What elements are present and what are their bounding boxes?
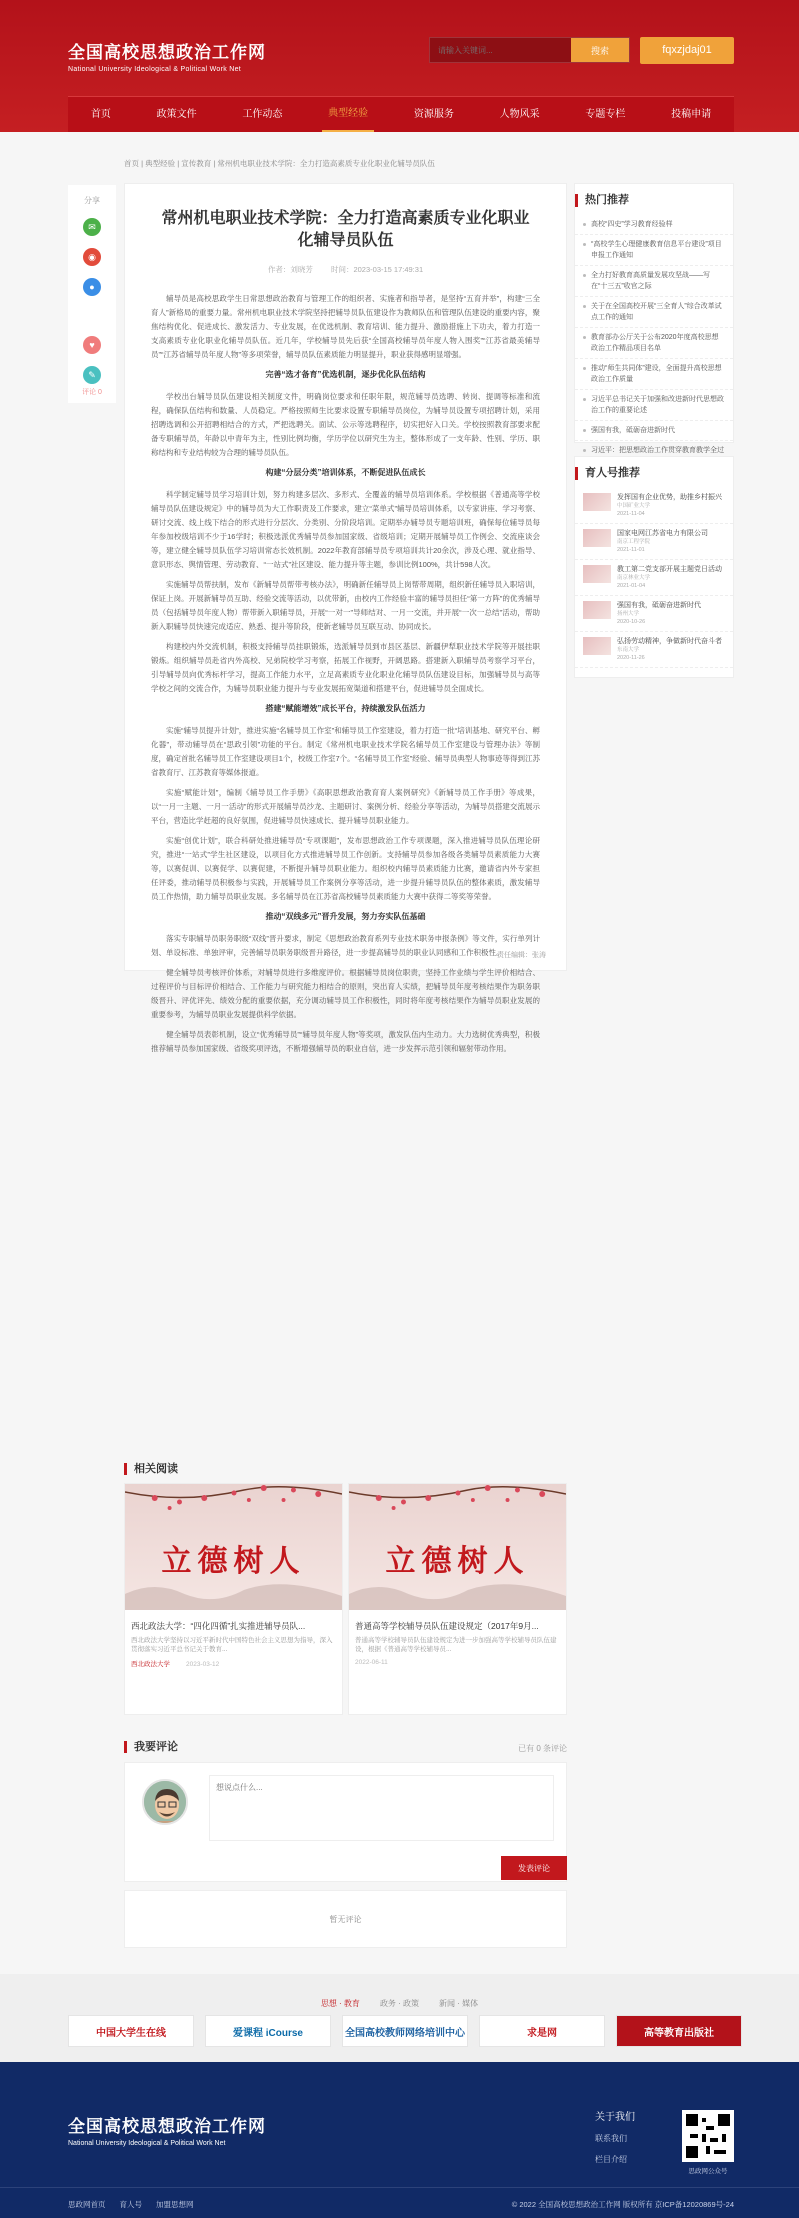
picks-title: 育人号推荐 [575, 467, 733, 480]
article-author: 作者：刘晓芳 [267, 265, 313, 274]
avatar-face-icon [144, 1781, 188, 1825]
article-title: 常州机电职业技术学院：全力打造高素质专业化职业化辅导员队伍 [161, 210, 530, 249]
pick-thumbnail [583, 637, 611, 655]
nav-item[interactable]: 资源服务 [413, 108, 454, 120]
footer-logo-cn: 全国高校思想政治工作网 [68, 2117, 266, 2137]
search-input[interactable] [430, 38, 571, 62]
about-title: 关于我们 [595, 2112, 635, 2123]
paragraph: 辅导员是高校思政学生日常思想政治教育与管理工作的组织者、实施者和指导者，是坚持“五育并举”，构建“三全育人”新格局的重要力量。常州机电职业技术学院坚持把辅导员队伍建设作为教师队伍和管理队伍建设的重要内容，聚焦结构优化、促进成长、激发活力、专业发展，在优选机制、教育培训、能力提升、激励措施上下功夫，着力打造一支高素质专业化职业化辅导员队伍。近几年，学校辅导员先后获“全国高校辅导员年度人物入围奖”“江苏省最美辅导员”“江苏省辅导员年度人物”等多项荣誉，辅导员队伍素质能力明显提升，职业获得感明显增强。 [151, 294, 540, 359]
hot-item[interactable]: 习近平总书记关于加强和改进新时代思想政治工作的重要论述 [575, 390, 733, 421]
hot-item[interactable]: 推动“师生共同体”建设，全面提升高校思想政治工作质量 [575, 359, 733, 390]
pick-date: 2021-01-04 [617, 583, 646, 589]
related-card-meta [355, 1659, 560, 1666]
friend-links [0, 1974, 799, 2062]
comment-form [124, 1762, 567, 1882]
pick-title: 弘扬劳动精神，争做新时代奋斗者 [617, 638, 722, 645]
footer-link[interactable]: 育人号 [119, 2200, 142, 2209]
partner-logo[interactable]: 高等教育出版社 [616, 2015, 742, 2047]
footer-bar [0, 2187, 799, 2218]
related-card-desc: 西北政法大学坚持以习近平新时代中国特色社会主义思想为指导，深入贯彻落实习近平总书记关于教育... [131, 1637, 333, 1653]
nav-item[interactable]: 投稿申请 [671, 108, 712, 120]
nav-item[interactable]: 人物风采 [499, 108, 540, 120]
pick-text [617, 637, 722, 662]
related-card-slogan: 立德树人 [161, 1544, 306, 1579]
pick-text [617, 529, 708, 554]
comments-title: 我要评论 [124, 1741, 178, 1753]
pick-title: 国家电网江苏省电力有限公司 [617, 530, 708, 537]
search-button[interactable]: 搜索 [571, 38, 629, 62]
thumbs-up-icon[interactable]: ♥ [83, 336, 101, 354]
pick-text [617, 565, 722, 590]
article [124, 183, 567, 1053]
section-heading: 构建“分层分类”培训体系，不断促进队伍成长 [265, 468, 426, 477]
user-account-button[interactable]: fqxzjdaj01 [640, 37, 734, 64]
hot-item[interactable]: 全力打好教育高质量发展攻坚战——写在“十三五”收官之际 [575, 266, 733, 297]
pick-thumbnail [583, 565, 611, 583]
comment-count: 评论 0 [82, 389, 102, 396]
pick-source: 扬州大学 [617, 611, 640, 617]
pick-source: 中国矿业大学 [617, 503, 651, 509]
qr-caption: 思政网公众号 [688, 2168, 728, 2175]
nav-item[interactable]: 工作动态 [242, 108, 283, 120]
hot-item[interactable]: 习近平：把思想政治工作贯穿教育教学全过 [575, 441, 733, 472]
picks-panel [574, 456, 734, 678]
related-card-image [349, 1484, 566, 1610]
pick-source: 南京工程学院 [617, 539, 651, 545]
paragraph: 构建校内外交流机制，积极支持辅导员挂职锻炼，选派辅导员到市县区基层、新疆伊犁职业技术学院等开展挂职锻炼。组织辅导员赴省内外高校、兄弟院校学习考察，拓展工作视野，开阔思路。搭建新入职辅导员考察学习平台，引导辅导员向优秀标杆学习，提高工作能力水平，立足高素质专业化职业化辅导员队伍建设目标，加强辅导员与高等学校之间的交流合作，为辅导员职业能力提升与专业发展拓宽渠道和搭建平台，促进辅导员全面成长。 [151, 642, 540, 693]
pick-item[interactable] [575, 524, 733, 560]
paragraph: 实施辅导员帮扶制，发布《新辅导员帮带考核办法》，明确新任辅导员上岗帮带周期，组织新任辅导员入职培训，保证上岗。开展新辅导员互助、经验交流等活动，以优带新，由校内工作经验丰富的辅导员担任“第一方阵”的优秀辅导员（包括辅导员年度人物）帮带新入职辅导员，开展“一对一”导师结对、一月一交流，并开展“一次一总结”活动，帮助新入职辅导员快速完成适应、熟悉、提升等阶段，使新老辅导员互联互动、协同成长。 [151, 580, 540, 631]
related-card-source: 西北政法大学 [131, 1661, 170, 1668]
pick-date: 2021-11-01 [617, 547, 645, 553]
comments-header [124, 1741, 567, 1755]
hot-item[interactable]: 关于在全国高校开展“三全育人”综合改革试点工作的通知 [575, 297, 733, 328]
hot-recommend-title: 热门推荐 [575, 194, 733, 207]
weibo-icon[interactable]: ◉ [83, 248, 101, 266]
article-body [151, 292, 540, 1056]
hot-list [575, 215, 733, 472]
link-tabs [0, 1998, 799, 2009]
hot-recommend-panel [574, 183, 734, 454]
related-card-meta [131, 1659, 336, 1668]
mountain-ink-icon [125, 1572, 342, 1610]
empty-comments: 暂无评论 [124, 1890, 567, 1948]
partner-logo[interactable]: 求是网 [479, 2015, 605, 2047]
pick-thumbnail [583, 601, 611, 619]
paragraph: 科学制定辅导员学习培训计划，努力构建多层次、多形式、全覆盖的辅导员培训体系。学校根据《普通高等学校辅导员队伍建设规定》中的辅导员为大工作职责及工作要求，建立“菜单式”辅导员培训体系，以专家讲座、学习考察、研讨交流、线上线下结合的形式进行分层次、分类别、分阶段培训。定期举办辅导员专题培训班，确保每位辅导员每年参加校级培训不少于16学时；积极选派优秀辅导员参加国家级、省级培训；定期开展辅导员工作例会、交流座谈会等，建立健全辅导员队伍学习培训常态长效机制。2022年教育部辅导员专项培训共计20余次，涉及心理、就业指导、意识形态、舆情管理、劳动教育、“一站式”社区建设、能力提升等主题，参训比例100%，共计598人次。 [151, 490, 540, 569]
pick-text [617, 601, 701, 626]
share-label: 分享 [84, 196, 100, 205]
article-editor: 责任编辑：张涛 [497, 952, 546, 959]
pick-title: 教工第二党支部开展主题党日活动 [617, 566, 722, 573]
related-card-desc: 普通高等学校辅导员队伍建设规定为进一步加强高等学校辅导员队伍建设，根据《普通高等学校辅导员... [355, 1637, 557, 1653]
pick-title: 发挥国有企业优势，助推乡村振兴 [617, 494, 722, 501]
wechat-icon[interactable]: ✉ [83, 218, 101, 236]
partner-logo[interactable]: 爱课程 iCourse [205, 2015, 331, 2047]
paragraph: 实施“赋能计划”，编制《辅导员工作手册》《高职思想政治教育育人案例研究》《新辅导员工作手册》等成果，以“一月一主题、一月一活动”的形式开展辅导员沙龙、主题研讨、案例分析、经验分享等活动，为辅导员搭建交流展示平台，营造比学赶超的良好氛围，促进辅导员快速成长、提升辅导员职业能力。 [151, 788, 540, 825]
share-panel [68, 185, 116, 403]
footer-links [68, 2199, 208, 2210]
hot-item[interactable]: “高校学生心理健康教育信息平台建设”项目申报工作通知 [575, 235, 733, 266]
related-card-slogan: 立德树人 [385, 1544, 530, 1579]
related-card-image [125, 1484, 342, 1610]
pick-source: 东南大学 [617, 647, 640, 653]
related-title: 相关阅读 [124, 1463, 178, 1475]
pick-item[interactable] [575, 488, 733, 524]
qr-code [682, 2110, 734, 2162]
contact-link[interactable]: 联系我们 [595, 2134, 627, 2143]
pick-item[interactable] [575, 596, 733, 632]
logo-cn: 全国高校思想政治工作网 [68, 43, 266, 63]
section-heading: 推动“双线多元”晋升发展，努力夯实队伍基础 [265, 912, 426, 921]
breadcrumb: 首页 | 典型经验 | 宣传教育 | 常州机电职业技术学院：全力打造高素质专业化职业化辅导员队伍 [124, 159, 435, 168]
footer-logo[interactable] [68, 2112, 266, 2147]
main-nav [68, 96, 734, 132]
copyright: © 2022 全国高校思想政治工作网 版权所有 京ICP备12020869号-24 [511, 2200, 734, 2209]
header-bar [0, 0, 799, 132]
section-heading: 搭建“赋能增效”成长平台，持续激发队伍活力 [265, 704, 426, 713]
qq-icon[interactable]: ● [83, 278, 101, 296]
nav-item[interactable]: 典型经验 [322, 98, 374, 132]
paragraph: 健全辅导员表彰机制，设立“优秀辅导员”“辅导员年度人物”等奖项，激发队伍内生动力。大力选树优秀典型，积极推荐辅导员参加国家级、省级奖项评选，不断增强辅导员的职业自信，进一步发挥示范引领和辐射带动作用。 [151, 1030, 540, 1053]
comment-icon[interactable]: ✎ [83, 366, 101, 384]
pick-date: 2020-10-26 [617, 619, 646, 625]
paragraph: 实施“创优计划”，联合科研处推进辅导员“专项课题”，发布思想政治工作专项课题，深入推进辅导员队伍理论研究，推进“一站式”学生社区建设，以项目化方式推进辅导员工作创新。支持辅导员参加各级各类辅导员素质能力大赛等，以赛促训、以赛促学、以赛促建，不断提升辅导员职业能力。组织校内辅导员素质能力比赛，邀请省内外专家担任评委，推动辅导员积极参与实践，开展辅导员工作案例分享等活动，进一步提升辅导员队伍的整体素质，激发辅导员工作热情，助力辅导员职业发展。多名辅导员在江苏省高校辅导员素质能力大赛中获得二等奖等荣誉。 [151, 836, 540, 901]
footer-logo-en: National University Ideological & Political Work Net [68, 2140, 226, 2147]
pick-item[interactable] [575, 632, 733, 668]
footer-link[interactable]: 加盟思想网 [156, 2200, 194, 2209]
nav-item[interactable]: 专题专栏 [585, 108, 626, 120]
intro-link[interactable]: 栏目介绍 [595, 2155, 627, 2164]
search-bar [429, 37, 630, 63]
comments-count: 已有 0 条评论 [518, 1744, 567, 1753]
link-tab[interactable]: 政务 · 政策 [379, 1999, 420, 2008]
pick-item[interactable] [575, 560, 733, 596]
picks-list [575, 488, 733, 668]
paragraph: 学校出台辅导员队伍建设相关制度文件，明确岗位要求和任职年限，规范辅导员选聘、转岗、提调等标准和流程，确保队伍结构和数量、人员稳定。严格按照师生比要求设置专职辅导员岗位，为辅导员设置专项招聘计划，采用招聘选调和公开招聘相结合的方式，严把选聘关。面试、公示等选聘程序，切实把好入口关。学校按照教育部要求配备专职辅导员，年龄以中青年为主，性别比例均衡，学历学位以研究生为主，整体形成了一支年龄、性别、学历、职称结构和专业结构较为合理的辅导员队伍。 [151, 392, 540, 457]
paragraph: 实施“辅导员提升计划”，推进实施“名辅导员工作室”和辅导员工作室建设，着力打造一批“培训基地、研究平台、孵化器”，带动辅导员在“思政引领”功能的平台。制定《常州机电职业技术学院名辅导员工作室建设与管理办法》等制度，确定首批名辅导员工作室建设项目1个，校级工作室7个。“名辅导员工作室”经验、辅导员典型人物事迹等得到江苏省教育厅、江苏教育等媒体报道。 [151, 726, 540, 777]
avatar [142, 1779, 188, 1825]
link-tab[interactable]: 思想 · 教育 [320, 1999, 360, 2008]
pick-date: 2020-11-26 [617, 655, 645, 661]
link-tab[interactable]: 新闻 · 媒体 [439, 1999, 479, 2008]
partner-logo[interactable]: 全国高校教师网络培训中心 [342, 2015, 468, 2047]
site-logo[interactable] [68, 38, 266, 73]
pick-title: 强国有我，砥砺奋进新时代 [617, 602, 701, 609]
article-meta [125, 264, 566, 275]
nav-item[interactable]: 首页 [90, 108, 111, 120]
section-heading: 完善“选才备育”优选机制，逐步优化队伍结构 [265, 370, 426, 379]
hot-item[interactable]: 教育部办公厅关于公布2020年度高校思想政治工作精品项目名单 [575, 328, 733, 359]
partner-logo[interactable]: 中国大学生在线 [68, 2015, 194, 2047]
related-card-title: 普通高等学校辅导员队伍建设规定（2017年9月... [355, 1621, 539, 1631]
comment-textarea[interactable] [209, 1775, 554, 1841]
pick-date: 2021-11-04 [617, 511, 645, 517]
paragraph: 健全辅导员考核评价体系，对辅导员进行多维度评价。根据辅导员岗位职责，坚持工作业绩与学生评价相结合、过程评价与目标评价相结合、工作能力与研究能力相结合的原则，突出育人实绩，把辅导员年度考核结果作为职务职级晋升、评优评先、绩效分配的重要依据，充分调动辅导员工作积极性，同时将年度考核结果作为辅导员职业发展的重要参考，为辅导员职业发展提供科学依据。 [151, 968, 540, 1019]
pick-thumbnail [583, 529, 611, 547]
about-section [595, 2108, 635, 2165]
article-time: 时间：2023-03-15 17:49:31 [330, 265, 424, 274]
mountain-ink-icon [349, 1572, 566, 1610]
partner-logos [68, 2015, 742, 2047]
hot-item[interactable]: 强国有我，砥砺奋进新时代 [575, 421, 733, 441]
related-card[interactable] [348, 1483, 567, 1715]
post-comment-button[interactable]: 发表评论 [501, 1856, 567, 1880]
hot-item[interactable]: 高校“四史”学习教育经验样 [575, 215, 733, 235]
pick-source: 南京林业大学 [617, 575, 651, 581]
footer [0, 2062, 799, 2218]
logo-en: National University Ideological & Political Work Net [68, 66, 242, 73]
paragraph: 落实专职辅导员职务职级“双线”晋升要求，制定《思想政治教育系列专业技术职务申报条例》等文件，实行单列计划、单设标准、单独评审，完善辅导员职务职级晋升路径，进一步提高辅导员的职业认同感和工作积极性。 [151, 934, 540, 957]
nav-item[interactable]: 政策文件 [156, 108, 197, 120]
related-card[interactable] [124, 1483, 343, 1715]
qr-code-icon [686, 2114, 730, 2158]
pick-thumbnail [583, 493, 611, 511]
related-card-date: 2022-06-11 [355, 1659, 388, 1666]
related-card-date: 2023-03-12 [186, 1661, 220, 1668]
pick-text [617, 493, 722, 518]
related-card-title: 西北政法大学：“四化四循”扎实推进辅导员队... [131, 1621, 306, 1631]
footer-link[interactable]: 思政网首页 [68, 2200, 106, 2209]
